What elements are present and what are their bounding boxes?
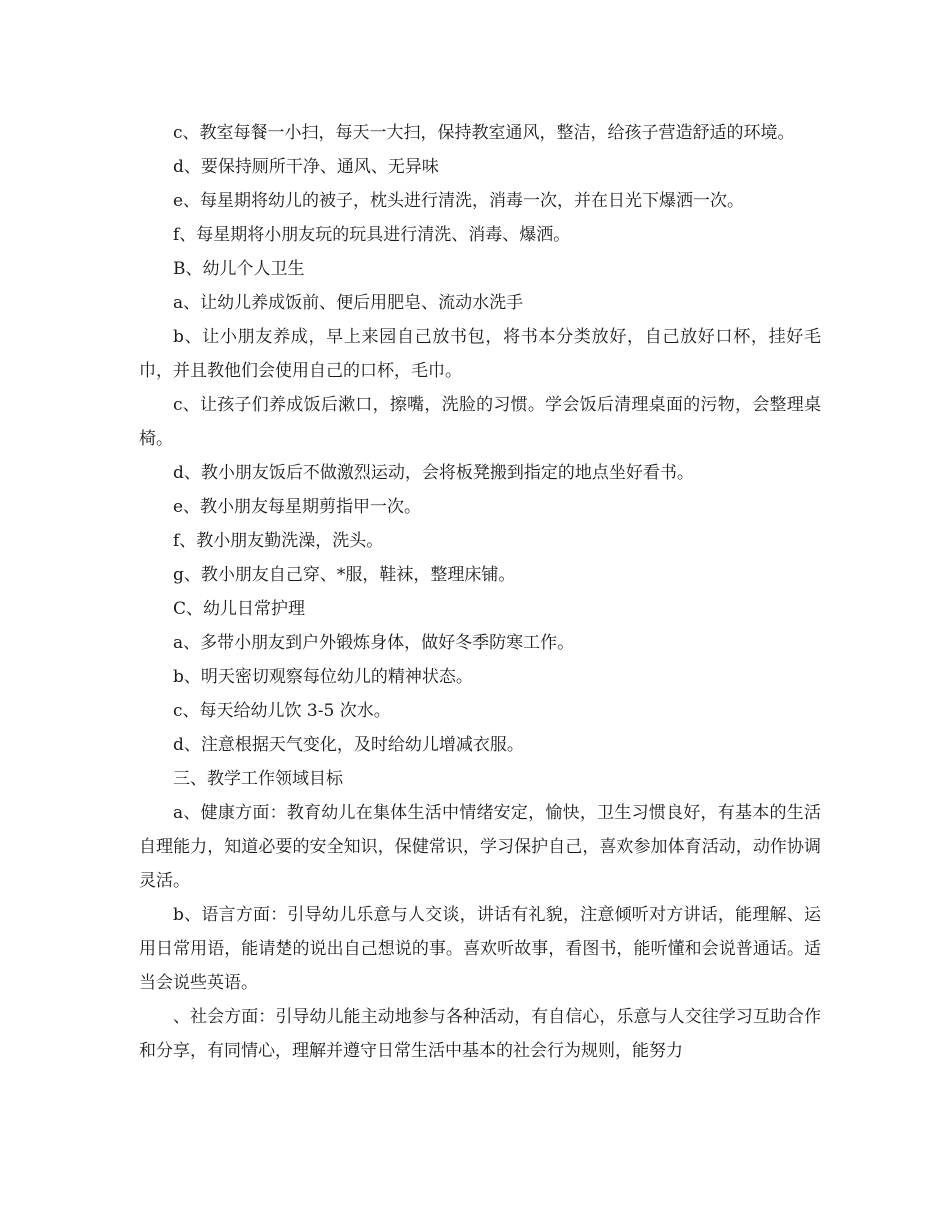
paragraph: c、让孩子们养成饭后漱口，擦嘴，洗脸的习惯。学会饭后清理桌面的污物，会整理桌椅。 [139,395,821,449]
paragraph: f、教小朋友勤洗澡，洗头。 [173,531,384,551]
paragraph: 、社会方面：引导幼儿能主动地参与各种活动，有自信心，乐意与人交往学习互助合作和分享，有同情心，理解并遵守日常生活中基本的社会行为规则，能努力 [139,1007,821,1061]
paragraph: a、让幼儿养成饭前、便后用肥皂、流动水洗手 [173,293,524,313]
paragraph: a、多带小朋友到户外锻炼身体，做好冬季防寒工作。 [173,633,575,653]
section-heading: C、幼儿日常护理 [173,599,306,619]
paragraph: c、教室每餐一小扫，每天一大扫，保持教室通风，整洁，给孩子营造舒适的环境。 [173,123,795,143]
paragraph: d、教小朋友饭后不做激烈运动，会将板凳搬到指定的地点坐好看书。 [173,463,694,483]
paragraph: b、明天密切观察每位幼儿的精神状态。 [173,667,473,687]
paragraph: d、注意根据天气变化，及时给幼儿增减衣服。 [173,735,524,755]
document-body [139,116,821,1068]
section-heading: B、幼儿个人卫生 [173,259,305,279]
section-heading: 三、教学工作领域目标 [173,769,343,789]
paragraph: e、每星期将幼儿的被子，枕头进行清洗，消毒一次，并在日光下爆洒一次。 [173,191,745,211]
paragraph: f、每星期将小朋友玩的玩具进行清洗、消毒、爆洒。 [173,225,571,245]
paragraph: e、教小朋友每星期剪指甲一次。 [173,497,422,517]
paragraph: b、让小朋友养成，早上来园自己放书包，将书本分类放好，自己放好口杯，挂好毛巾，并且教他们会使用自己的口杯，毛巾。 [139,327,821,381]
paragraph: g、教小朋友自己穿、*服，鞋袜，整理床铺。 [173,565,516,585]
paragraph: a、健康方面：教育幼儿在集体生活中情绪安定，愉快，卫生习惯良好，有基本的生活自理能力，知道必要的安全知识，保健常识，学习保护自己，喜欢参加体育活动，动作协调灵活。 [139,803,821,891]
paragraph: d、要保持厕所干净、通风、无异味 [173,157,439,177]
paragraph: c、每天给幼儿饮 3-5 次水。 [173,701,391,721]
paragraph: b、语言方面：引导幼儿乐意与人交谈，讲话有礼貌，注意倾听对方讲话，能理解、运用日常用语，能请楚的说出自己想说的事。喜欢听故事，看图书，能听懂和会说普通话。适当会说些英语。 [139,905,821,993]
